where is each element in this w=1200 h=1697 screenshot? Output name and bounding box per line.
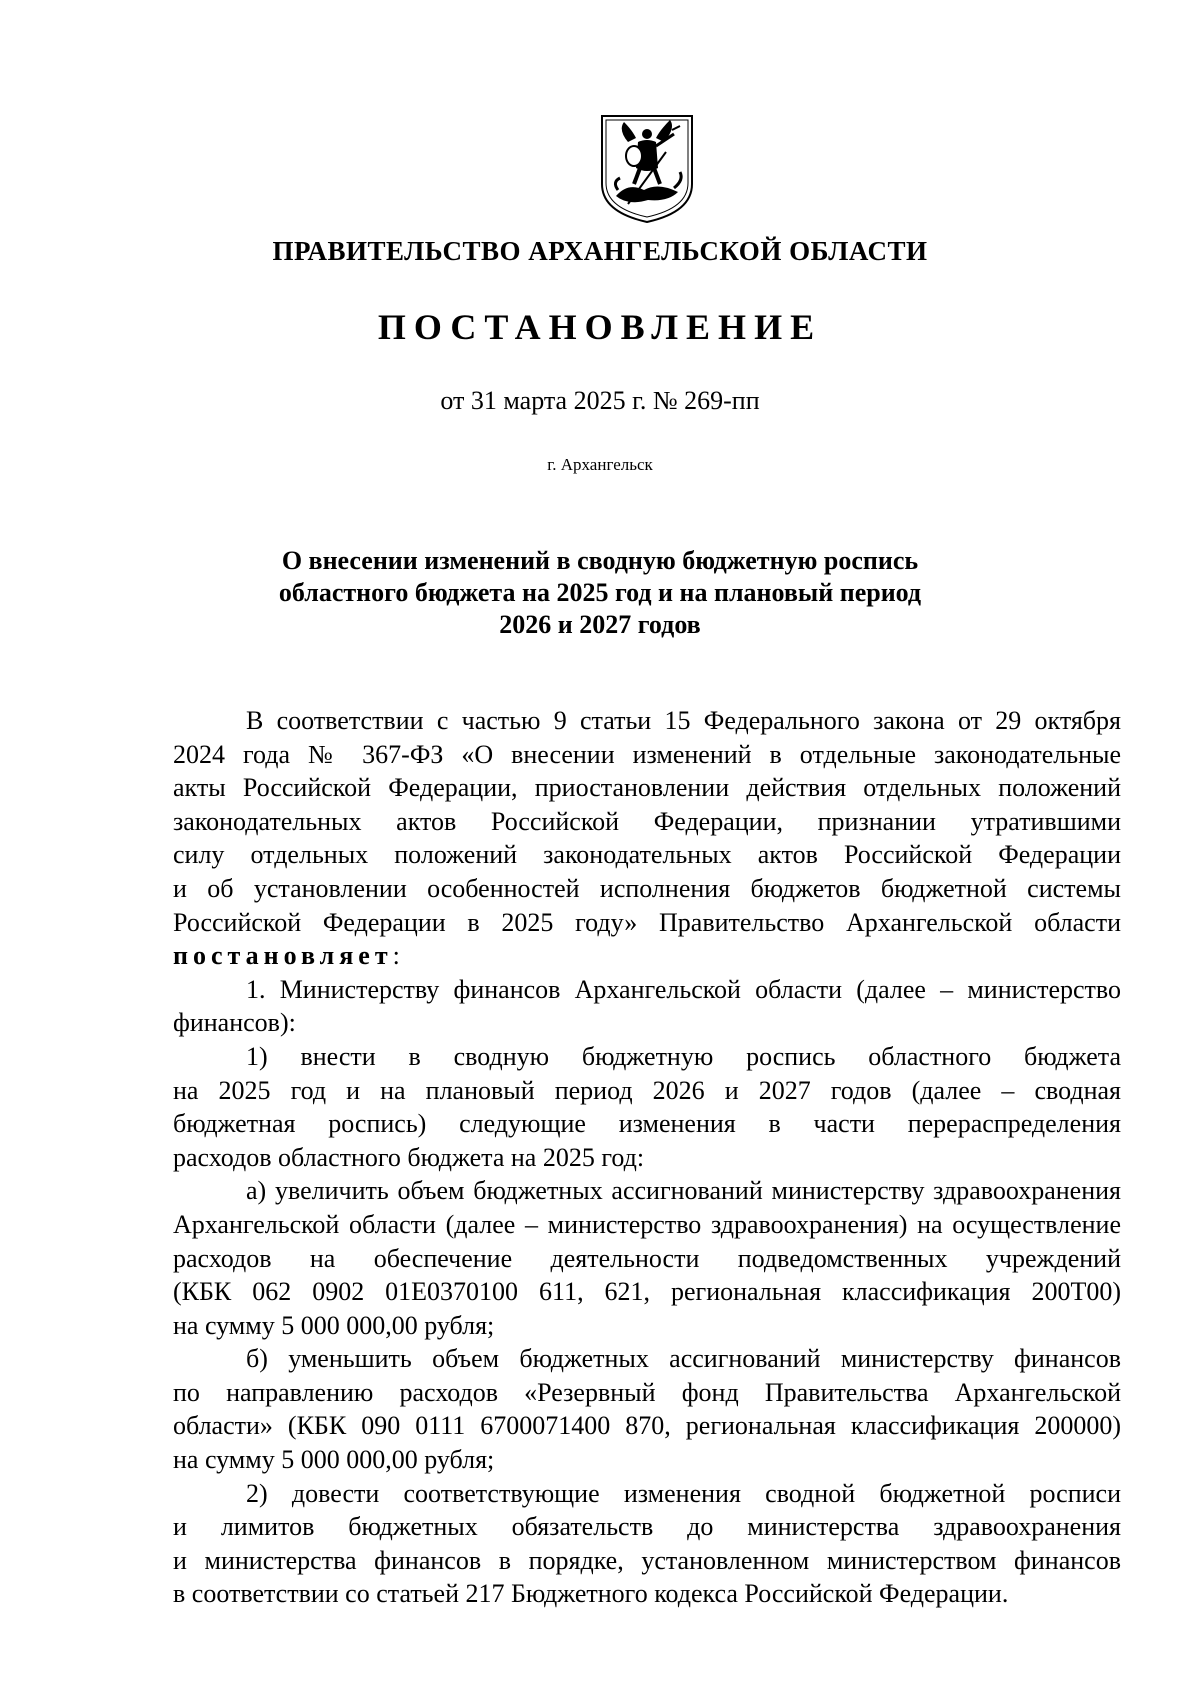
document-date-number: от 31 марта 2025 г. № 269-пп [440, 386, 760, 415]
item-a-line: (КБК 062 0902 01Е0370100 611, 621, региональная классификация 200Т00) [173, 1277, 1121, 1307]
document-body [173, 704, 1121, 1611]
document-subject [0, 545, 1200, 641]
item-a-line: на сумму 5 000 000,00 рубля; [173, 1310, 495, 1340]
resolves-colon: : [392, 941, 400, 971]
preamble-line: силу отдельных положений законодательных актов Российской Федерации [173, 840, 1121, 870]
document-city: г. Архангельск [547, 455, 653, 474]
item-b-line: области» (КБК 090 0111 6700071400 870, региональная классификация 200000) [173, 1411, 1121, 1441]
item-a-line: расходов на обеспечение деятельности подведомственных учреждений [173, 1243, 1121, 1273]
item1-2-line: в соответствии со статьей 217 Бюджетного кодекса Российской Федерации. [173, 1579, 1009, 1609]
resolves-word: постановляет [173, 941, 393, 971]
subject-line: О внесении изменений в сводную бюджетную роспись [281, 546, 919, 575]
item1-1-line: расходов областного бюджета на 2025 год: [173, 1142, 645, 1172]
item1-line: финансов): [173, 1008, 296, 1038]
item1-2-line: 2) довести соответствующие изменения сводной бюджетной росписи [246, 1478, 1121, 1508]
preamble-line: и об установлении особенностей исполнения бюджетов бюджетной системы [173, 873, 1121, 903]
arkhangelsk-coat-of-arms-icon [598, 112, 696, 224]
item1-1-line: на 2025 год и на плановый период 2026 и 2027 годов (далее – сводная [173, 1075, 1121, 1105]
item1-line: 1. Министерству финансов Архангельской области (далее – министерство [246, 974, 1121, 1004]
government-title: ПРАВИТЕЛЬСТВО АРХАНГЕЛЬСКОЙ ОБЛАСТИ [272, 236, 928, 266]
item-b-line: по направлению расходов «Резервный фонд Правительства Архангельской [173, 1377, 1121, 1407]
preamble-line: В соответствии с частью 9 статьи 15 Федерального закона от 29 октября [246, 706, 1121, 735]
document-type: ПОСТАНОВЛЕНИЕ [377, 307, 823, 347]
preamble-line: акты Российской Федерации, приостановлении действия отдельных положений [173, 773, 1121, 803]
item-b-line: б) уменьшить объем бюджетных ассигнований министерству финансов [246, 1344, 1121, 1374]
preamble-line: 2024 года № 367-ФЗ «О внесении изменений в отдельные законодательные [173, 739, 1121, 769]
subject-line: областного бюджета на 2025 год и на плановый период [278, 578, 922, 607]
item1-1-line: бюджетная роспись) следующие изменения в части перераспределения [173, 1109, 1121, 1139]
item1-1-line: 1) внести в сводную бюджетную роспись областного бюджета [246, 1041, 1121, 1071]
subject-line: 2026 и 2027 годов [499, 610, 701, 639]
item1-2-line: и лимитов бюджетных обязательств до министерства здравоохранения [173, 1512, 1121, 1542]
resolves-line [173, 939, 1121, 973]
preamble-line: Российской Федерации в 2025 году» Правительство Архангельской области [173, 907, 1121, 937]
item-b-line: на сумму 5 000 000,00 рубля; [173, 1445, 495, 1475]
preamble-line: законодательных актов Российской Федерации, признании утратившими [173, 806, 1121, 836]
item1-2-line: и министерства финансов в порядке, установленном министерством финансов [173, 1545, 1121, 1575]
item-a-line: Архангельской области (далее – министерство здравоохранения) на осуществление [173, 1209, 1121, 1239]
item-a-line: а) увеличить объем бюджетных ассигнований министерству здравоохранения [246, 1176, 1121, 1206]
